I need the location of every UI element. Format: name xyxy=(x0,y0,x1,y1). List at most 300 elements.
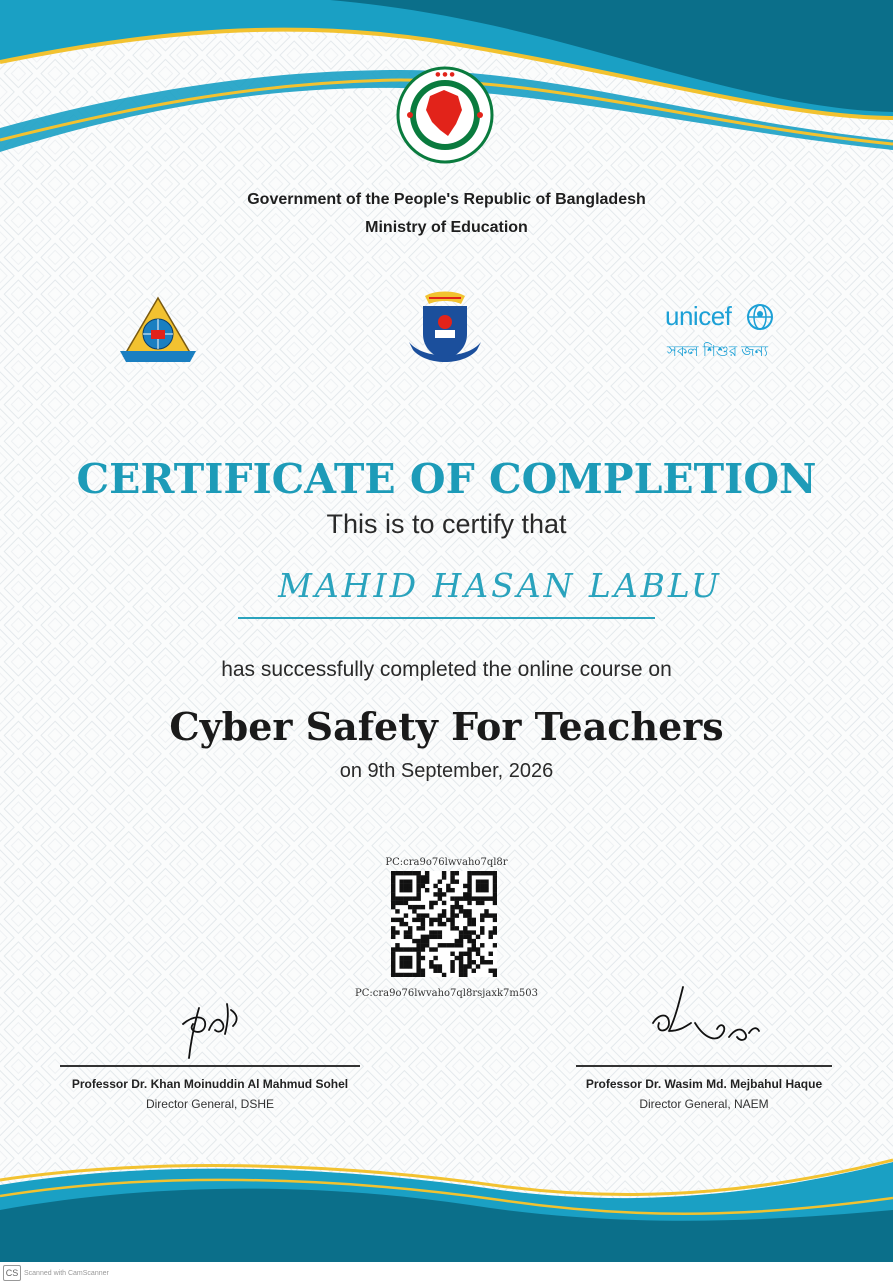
qr-module xyxy=(395,973,399,977)
qr-module xyxy=(450,964,454,968)
qr-module xyxy=(459,956,463,960)
qr-module xyxy=(412,909,416,913)
qr-module xyxy=(395,918,399,922)
qr-module xyxy=(450,888,454,892)
qr-module xyxy=(408,888,412,892)
unicef-globe-icon xyxy=(744,302,776,332)
qr-module xyxy=(446,943,450,947)
qr-code xyxy=(391,871,497,977)
qr-module xyxy=(463,896,467,900)
qr-module xyxy=(408,964,412,968)
qr-module xyxy=(463,926,467,930)
qr-module xyxy=(399,879,403,883)
bangladesh-government-emblem xyxy=(396,66,494,164)
qr-module xyxy=(433,956,437,960)
qr-module xyxy=(425,871,429,875)
verification-code-short: PC:cra9o76lwvaho7ql8r xyxy=(385,857,508,868)
qr-module xyxy=(399,896,403,900)
qr-module xyxy=(438,896,442,900)
qr-module xyxy=(493,875,497,879)
qr-module xyxy=(391,973,395,977)
qr-module xyxy=(425,939,429,943)
qr-module xyxy=(484,884,488,888)
qr-module xyxy=(467,901,471,905)
qr-module xyxy=(433,964,437,968)
qr-module xyxy=(480,956,484,960)
qr-module xyxy=(467,875,471,879)
qr-module xyxy=(459,973,463,977)
qr-module xyxy=(472,896,476,900)
qr-module xyxy=(416,943,420,947)
qr-module xyxy=(463,909,467,913)
verification-code-full: PC:cra9o76lwvaho7ql8rsjaxk7m503 xyxy=(355,988,538,999)
qr-module xyxy=(467,935,471,939)
qr-module xyxy=(467,871,471,875)
qr-module xyxy=(489,960,493,964)
qr-module xyxy=(421,935,425,939)
qr-module xyxy=(463,973,467,977)
recipient-name: MAHID HASAN LABLU xyxy=(278,566,722,605)
qr-module xyxy=(416,956,420,960)
qr-module xyxy=(404,879,408,883)
qr-module xyxy=(404,964,408,968)
signatory-title-right: Director General, NAEM xyxy=(639,1097,769,1111)
qr-module xyxy=(404,922,408,926)
qr-module xyxy=(412,896,416,900)
qr-module xyxy=(399,956,403,960)
qr-module xyxy=(412,939,416,943)
qr-module xyxy=(391,901,395,905)
qr-module xyxy=(455,871,459,875)
qr-module xyxy=(493,888,497,892)
qr-module xyxy=(421,884,425,888)
completion-statement: has successfully completed the online course on xyxy=(221,658,672,681)
qr-module xyxy=(480,888,484,892)
signatory-name-right: Professor Dr. Wasim Md. Mejbahul Haque xyxy=(585,1077,823,1091)
qr-module xyxy=(391,892,395,896)
qr-module xyxy=(395,901,399,905)
qr-module xyxy=(408,935,412,939)
qr-module xyxy=(450,871,454,875)
qr-module xyxy=(404,956,408,960)
qr-module xyxy=(463,969,467,973)
qr-module xyxy=(467,952,471,956)
qr-module xyxy=(404,960,408,964)
qr-module xyxy=(467,918,471,922)
qr-module xyxy=(433,892,437,896)
qr-module xyxy=(450,969,454,973)
qr-module xyxy=(472,947,476,951)
recipient-underline xyxy=(238,617,655,619)
qr-module xyxy=(472,939,476,943)
qr-module xyxy=(412,905,416,909)
qr-module xyxy=(450,926,454,930)
qr-module xyxy=(399,922,403,926)
qr-module xyxy=(442,875,446,879)
qr-module xyxy=(433,947,437,951)
qr-module xyxy=(416,879,420,883)
qr-module xyxy=(391,905,395,909)
qr-module xyxy=(399,884,403,888)
qr-module xyxy=(459,969,463,973)
qr-module xyxy=(391,969,395,973)
qr-module xyxy=(421,918,425,922)
qr-module xyxy=(416,892,420,896)
qr-module xyxy=(463,913,467,917)
qr-module xyxy=(480,913,484,917)
qr-module xyxy=(493,973,497,977)
qr-module xyxy=(399,888,403,892)
qr-module xyxy=(408,930,412,934)
qr-module xyxy=(450,952,454,956)
qr-module xyxy=(455,901,459,905)
qr-module xyxy=(442,871,446,875)
qr-module xyxy=(463,964,467,968)
qr-module xyxy=(455,956,459,960)
qr-module xyxy=(493,918,497,922)
qr-module xyxy=(459,960,463,964)
qr-module xyxy=(455,913,459,917)
qr-module xyxy=(450,918,454,922)
qr-module xyxy=(391,918,395,922)
qr-module xyxy=(450,909,454,913)
qr-module xyxy=(484,871,488,875)
qr-module xyxy=(467,913,471,917)
qr-module xyxy=(467,922,471,926)
qr-module xyxy=(433,935,437,939)
qr-module xyxy=(416,896,420,900)
qr-module xyxy=(421,922,425,926)
qr-module xyxy=(391,871,395,875)
qr-module xyxy=(493,892,497,896)
qr-module xyxy=(408,973,412,977)
qr-module xyxy=(404,973,408,977)
qr-module xyxy=(467,960,471,964)
qr-module xyxy=(425,875,429,879)
qr-module xyxy=(412,918,416,922)
qr-module xyxy=(416,964,420,968)
course-title: Cyber Safety For Teachers xyxy=(169,704,724,749)
qr-module xyxy=(433,930,437,934)
qr-module xyxy=(472,871,476,875)
qr-module xyxy=(438,943,442,947)
qr-module xyxy=(484,913,488,917)
qr-module xyxy=(467,964,471,968)
qr-module xyxy=(412,871,416,875)
qr-module xyxy=(480,943,484,947)
qr-module xyxy=(459,905,463,909)
qr-module xyxy=(416,888,420,892)
qr-module xyxy=(450,922,454,926)
qr-module xyxy=(450,896,454,900)
qr-module xyxy=(416,973,420,977)
qr-module xyxy=(425,935,429,939)
qr-module xyxy=(455,943,459,947)
qr-module xyxy=(416,875,420,879)
completion-date: on 9th September, 2026 xyxy=(339,760,554,782)
qr-module xyxy=(395,943,399,947)
qr-module xyxy=(429,960,433,964)
qr-module xyxy=(425,913,429,917)
qr-module xyxy=(408,896,412,900)
qr-module xyxy=(476,901,480,905)
qr-module xyxy=(391,879,395,883)
qr-module xyxy=(476,879,480,883)
qr-module xyxy=(463,935,467,939)
qr-module xyxy=(399,871,403,875)
qr-module xyxy=(438,892,442,896)
qr-module xyxy=(438,935,442,939)
qr-module xyxy=(484,888,488,892)
bottom-wave-decoration xyxy=(0,1150,893,1262)
qr-module xyxy=(480,926,484,930)
qr-module xyxy=(395,947,399,951)
qr-module xyxy=(484,909,488,913)
qr-module xyxy=(489,952,493,956)
qr-module xyxy=(425,879,429,883)
qr-module xyxy=(472,922,476,926)
qr-module xyxy=(391,960,395,964)
qr-module xyxy=(421,913,425,917)
qr-module xyxy=(455,879,459,883)
qr-module xyxy=(467,884,471,888)
qr-module xyxy=(421,973,425,977)
qr-module xyxy=(489,896,493,900)
qr-module xyxy=(404,896,408,900)
scanner-footer xyxy=(0,1262,893,1286)
qr-module xyxy=(476,935,480,939)
qr-module xyxy=(416,871,420,875)
government-name: Government of the People's Republic of Bangladesh xyxy=(247,191,646,208)
qr-module xyxy=(442,973,446,977)
qr-module xyxy=(442,901,446,905)
qr-module xyxy=(459,909,463,913)
qr-module xyxy=(472,969,476,973)
qr-module xyxy=(391,875,395,879)
qr-module xyxy=(438,930,442,934)
qr-module xyxy=(493,901,497,905)
qr-module xyxy=(404,947,408,951)
signature-line-left xyxy=(60,1065,360,1067)
ministry-name: Ministry of Education xyxy=(365,219,528,236)
qr-module xyxy=(391,952,395,956)
qr-module xyxy=(421,875,425,879)
qr-module xyxy=(416,960,420,964)
qr-module xyxy=(459,896,463,900)
qr-module xyxy=(395,909,399,913)
qr-module xyxy=(480,896,484,900)
qr-module xyxy=(408,884,412,888)
qr-module xyxy=(476,888,480,892)
qr-module xyxy=(395,930,399,934)
qr-module xyxy=(450,905,454,909)
qr-module xyxy=(429,947,433,951)
qr-module xyxy=(433,901,437,905)
qr-module xyxy=(489,930,493,934)
qr-module xyxy=(429,922,433,926)
qr-module xyxy=(450,913,454,917)
qr-module xyxy=(476,964,480,968)
unicef-wordmark: unicef xyxy=(665,301,732,331)
qr-module xyxy=(408,926,412,930)
qr-module xyxy=(493,879,497,883)
qr-module xyxy=(433,918,437,922)
qr-module xyxy=(463,884,467,888)
qr-module xyxy=(399,973,403,977)
qr-module xyxy=(391,935,395,939)
qr-module xyxy=(408,947,412,951)
qr-module xyxy=(421,939,425,943)
qr-module xyxy=(446,888,450,892)
qr-module xyxy=(391,896,395,900)
qr-module xyxy=(416,952,420,956)
qr-module xyxy=(472,960,476,964)
qr-module xyxy=(480,871,484,875)
qr-module xyxy=(416,918,420,922)
qr-module xyxy=(467,896,471,900)
qr-module xyxy=(472,930,476,934)
signatory-title-left: Director General, DSHE xyxy=(145,1097,275,1111)
qr-module xyxy=(421,905,425,909)
qr-module xyxy=(438,964,442,968)
qr-module xyxy=(391,884,395,888)
qr-module xyxy=(416,884,420,888)
qr-module xyxy=(433,969,437,973)
qr-module xyxy=(480,960,484,964)
qr-module xyxy=(429,935,433,939)
qr-module xyxy=(467,888,471,892)
qr-module xyxy=(395,896,399,900)
qr-module xyxy=(416,969,420,973)
qr-module xyxy=(459,943,463,947)
qr-module xyxy=(391,956,395,960)
qr-module xyxy=(433,884,437,888)
qr-module xyxy=(404,888,408,892)
qr-module xyxy=(467,892,471,896)
dshe-logo xyxy=(118,296,198,366)
qr-module xyxy=(484,896,488,900)
qr-module xyxy=(404,871,408,875)
qr-module xyxy=(493,969,497,973)
qr-module xyxy=(408,960,412,964)
qr-module xyxy=(476,947,480,951)
qr-module xyxy=(399,947,403,951)
qr-module xyxy=(429,901,433,905)
qr-module xyxy=(489,935,493,939)
qr-module xyxy=(412,947,416,951)
qr-module xyxy=(476,896,480,900)
qr-module xyxy=(476,871,480,875)
unicef-tagline: সকল শিশুর জন্য xyxy=(667,343,768,360)
qr-module xyxy=(408,879,412,883)
qr-module xyxy=(438,922,442,926)
qr-module xyxy=(463,930,467,934)
qr-module xyxy=(416,905,420,909)
qr-module xyxy=(404,901,408,905)
qr-module xyxy=(484,960,488,964)
qr-module xyxy=(442,943,446,947)
qr-module xyxy=(408,956,412,960)
qr-module xyxy=(493,896,497,900)
qr-module xyxy=(438,918,442,922)
certificate-title: CERTIFICATE OF COMPLETION xyxy=(76,455,817,503)
qr-module xyxy=(493,884,497,888)
qr-module xyxy=(489,913,493,917)
qr-module xyxy=(421,969,425,973)
qr-module xyxy=(442,922,446,926)
qr-module xyxy=(476,884,480,888)
qr-module xyxy=(391,930,395,934)
qr-module xyxy=(416,913,420,917)
qr-module xyxy=(459,964,463,968)
qr-module xyxy=(408,871,412,875)
qr-module xyxy=(412,973,416,977)
qr-module xyxy=(429,964,433,968)
svg-text:● ● ●: ● ● ● xyxy=(435,71,455,78)
qr-module xyxy=(480,918,484,922)
qr-module xyxy=(480,930,484,934)
qr-module xyxy=(421,943,425,947)
qr-module xyxy=(429,918,433,922)
qr-module xyxy=(399,964,403,968)
qr-module xyxy=(429,905,433,909)
qr-module xyxy=(480,901,484,905)
qr-module xyxy=(442,913,446,917)
qr-module xyxy=(493,930,497,934)
qr-module xyxy=(455,926,459,930)
camscanner-text: Scanned with CamScanner xyxy=(24,1270,109,1277)
qr-module xyxy=(459,952,463,956)
signature-line-right xyxy=(576,1065,832,1067)
qr-module xyxy=(421,947,425,951)
qr-module xyxy=(442,892,446,896)
qr-module xyxy=(455,939,459,943)
qr-module xyxy=(404,930,408,934)
qr-module xyxy=(425,888,429,892)
qr-module xyxy=(450,875,454,879)
signature-left xyxy=(175,990,245,1065)
qr-module xyxy=(459,939,463,943)
qr-module xyxy=(493,943,497,947)
qr-module xyxy=(463,892,467,896)
qr-module xyxy=(399,960,403,964)
qr-module xyxy=(450,960,454,964)
qr-module xyxy=(421,879,425,883)
qr-module xyxy=(438,879,442,883)
qr-module xyxy=(399,918,403,922)
qr-module xyxy=(455,905,459,909)
qr-module xyxy=(476,952,480,956)
certify-statement: This is to certify that xyxy=(326,509,567,539)
qr-module xyxy=(472,918,476,922)
qr-module xyxy=(467,947,471,951)
qr-module xyxy=(455,896,459,900)
qr-module xyxy=(450,943,454,947)
qr-module xyxy=(450,879,454,883)
qr-module xyxy=(446,918,450,922)
qr-module xyxy=(480,879,484,883)
qr-module xyxy=(493,871,497,875)
signatory-name-left: Professor Dr. Khan Moinuddin Al Mahmud Sohel xyxy=(71,1077,349,1091)
naem-logo xyxy=(405,290,485,366)
camscanner-badge: CS xyxy=(3,1265,21,1281)
qr-module xyxy=(429,930,433,934)
qr-module xyxy=(489,871,493,875)
qr-module xyxy=(404,884,408,888)
qr-module xyxy=(467,956,471,960)
qr-module xyxy=(391,964,395,968)
qr-module xyxy=(421,926,425,930)
